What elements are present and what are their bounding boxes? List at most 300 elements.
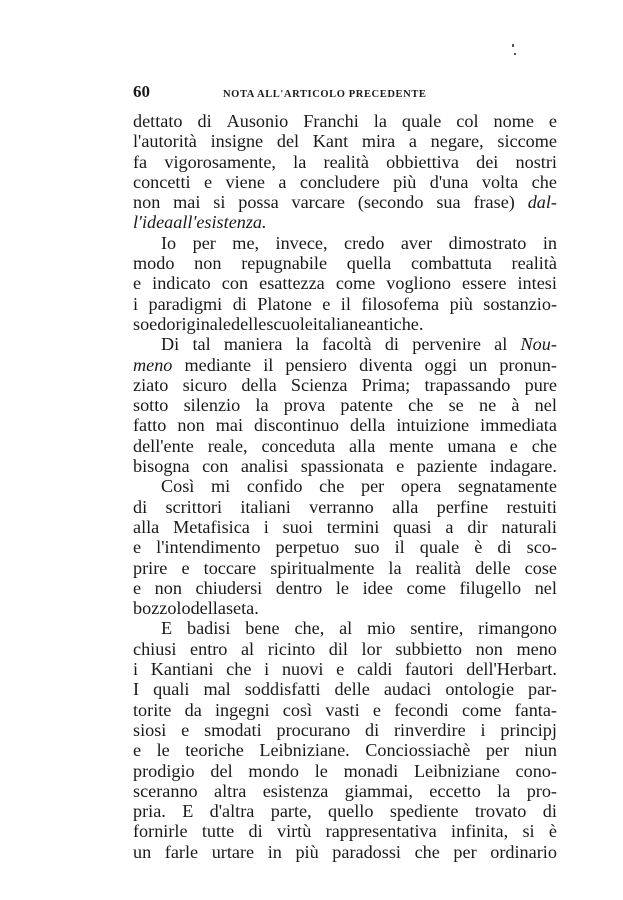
word: trapassando xyxy=(424,374,511,395)
word: sotto xyxy=(133,395,169,416)
word: realità xyxy=(415,557,462,578)
word: di xyxy=(248,821,263,842)
word: virtù xyxy=(276,821,312,842)
word: il xyxy=(340,293,351,314)
word: procurano xyxy=(276,719,351,740)
word: e xyxy=(372,699,381,720)
word: idee xyxy=(362,577,393,598)
word: più xyxy=(393,171,417,192)
word: credo xyxy=(344,232,385,253)
word: badisi xyxy=(186,618,231,639)
word: ingegni xyxy=(215,699,270,720)
word: nostri xyxy=(515,151,557,172)
word: Franchi xyxy=(303,111,359,131)
word: e xyxy=(509,435,518,456)
text-line xyxy=(133,801,557,821)
word: che xyxy=(531,171,557,192)
word: e xyxy=(204,171,213,192)
word: fatto xyxy=(133,415,167,436)
word: teoriche xyxy=(185,740,244,761)
word: Nou- xyxy=(520,334,557,355)
word: che xyxy=(226,659,252,680)
word: rinverdire xyxy=(393,719,466,740)
word: bene xyxy=(245,618,280,639)
word: i xyxy=(264,659,270,680)
word: Kantiani xyxy=(150,659,214,680)
word: e xyxy=(181,557,190,578)
word: prova xyxy=(283,395,326,416)
word: mira xyxy=(361,131,396,152)
paper-speck xyxy=(514,53,516,55)
text-line xyxy=(133,618,557,638)
word: vigorosamente, xyxy=(164,151,276,172)
word: intuizione xyxy=(396,415,470,436)
word: come xyxy=(461,699,502,720)
word: sostanzio- xyxy=(483,293,557,314)
word: è xyxy=(474,537,483,558)
word: E xyxy=(161,618,173,639)
word: più xyxy=(295,841,319,862)
word: suoi xyxy=(282,516,313,537)
word: prodigio xyxy=(133,760,195,781)
word: in xyxy=(267,841,282,862)
word: naturali xyxy=(501,516,557,537)
word: paradigmi xyxy=(148,293,223,314)
word: alla xyxy=(392,496,419,517)
text-line xyxy=(133,456,557,476)
word: scrittori xyxy=(165,496,223,517)
word: segnatamente xyxy=(457,476,557,497)
word: vogliono xyxy=(386,273,451,294)
word: a xyxy=(445,516,454,537)
word: ricinto xyxy=(267,638,316,659)
word: intesi xyxy=(517,273,557,294)
text-line xyxy=(133,761,557,781)
word: a xyxy=(278,171,287,192)
word: fautori xyxy=(405,659,454,680)
word: Scienza xyxy=(290,374,348,395)
word: sua xyxy=(436,192,461,213)
word: quale xyxy=(401,111,442,131)
word: mente xyxy=(389,435,434,456)
word: essere xyxy=(462,273,507,294)
word: di xyxy=(384,334,399,355)
word: reale, xyxy=(207,435,248,456)
word: aver xyxy=(400,232,433,253)
word: la xyxy=(255,395,269,416)
word: il xyxy=(263,354,274,375)
word: mai xyxy=(173,192,201,213)
word: ordinario xyxy=(490,841,557,862)
text-line xyxy=(133,497,557,517)
word: prire xyxy=(133,557,168,578)
word: pervenire xyxy=(412,334,481,355)
word: possa xyxy=(238,192,279,213)
word: che xyxy=(319,476,345,497)
word: nel xyxy=(534,395,557,416)
word: principj xyxy=(500,719,557,740)
word: esistenza xyxy=(262,780,329,801)
word: à xyxy=(511,395,520,416)
text-line xyxy=(133,598,557,618)
word: bozzolo xyxy=(133,598,191,619)
word: con xyxy=(221,273,249,294)
word: delle xyxy=(334,679,370,700)
word: e xyxy=(181,719,190,740)
text-line xyxy=(133,537,557,557)
word: Ausonio xyxy=(226,111,289,131)
text-line xyxy=(133,659,557,679)
word: non xyxy=(177,415,205,436)
word: immediata xyxy=(480,415,557,436)
text-line xyxy=(133,720,557,740)
word: ziato xyxy=(133,374,169,395)
word: modo xyxy=(133,253,175,274)
word: alla xyxy=(133,516,160,537)
word: la xyxy=(295,334,309,355)
word: analisi xyxy=(240,456,289,477)
word: per xyxy=(485,740,510,761)
word: invece, xyxy=(275,232,328,253)
word: italiani xyxy=(240,496,291,517)
word: sicuro xyxy=(182,374,228,395)
text-line xyxy=(133,334,557,354)
word: e xyxy=(133,577,142,598)
word: filosofema xyxy=(361,293,440,314)
word: pria. xyxy=(133,801,166,822)
word: d'altra xyxy=(209,801,255,822)
word: volta xyxy=(481,171,519,192)
word: meno xyxy=(516,638,557,659)
word: che xyxy=(531,435,557,456)
word: pro- xyxy=(526,780,557,801)
word: la xyxy=(497,780,511,801)
word: chiudersi xyxy=(195,577,263,598)
word: quasi xyxy=(393,516,432,537)
word: tutte xyxy=(201,821,235,842)
word: antiche. xyxy=(366,313,424,334)
word: patente xyxy=(340,395,393,416)
word: discontinuo xyxy=(254,415,339,436)
word: fa xyxy=(133,151,148,172)
word: filugello xyxy=(459,577,522,598)
word: farle xyxy=(164,841,199,862)
word: verranno xyxy=(309,496,374,517)
word: di xyxy=(365,719,380,740)
word: so xyxy=(133,313,150,334)
word: dell'Herbart. xyxy=(466,659,557,680)
word: e xyxy=(336,659,345,680)
word: toccare xyxy=(203,557,257,578)
text-line xyxy=(133,415,557,435)
word: ontologie xyxy=(445,679,515,700)
text-line xyxy=(133,578,557,598)
word: quello xyxy=(327,801,374,822)
word: facoltà xyxy=(322,334,372,355)
word: se xyxy=(448,395,464,416)
word: concludere xyxy=(299,171,380,192)
word: tal xyxy=(192,334,211,355)
text-line xyxy=(133,395,557,415)
word: negare, xyxy=(430,131,484,152)
word: parte, xyxy=(270,801,312,822)
body-text xyxy=(133,111,557,862)
word: audaci xyxy=(383,679,432,700)
word: sentire, xyxy=(410,618,464,639)
word: vasti xyxy=(325,699,360,720)
word: restuiti xyxy=(506,496,557,517)
word: a xyxy=(408,131,417,152)
word: l'intendimento xyxy=(156,537,261,558)
word: sco- xyxy=(526,537,557,558)
word: spassionata xyxy=(300,456,384,477)
word: umana xyxy=(447,435,496,456)
word: per xyxy=(192,232,216,253)
word: eccetto xyxy=(429,780,481,801)
word: cono- xyxy=(515,760,557,781)
word: e xyxy=(548,111,557,131)
text-line xyxy=(133,821,557,841)
word: dimostrato xyxy=(448,232,527,253)
word: diventa xyxy=(359,354,413,375)
word: d'una xyxy=(429,171,469,192)
word: realità xyxy=(511,253,557,274)
running-head xyxy=(133,82,557,104)
word: in xyxy=(542,232,557,253)
word: termini xyxy=(326,516,380,537)
word: all'esistenza. xyxy=(173,212,267,233)
word: è xyxy=(548,821,557,842)
word: Conciossiachè xyxy=(365,740,471,761)
word: pure xyxy=(524,374,557,395)
word: al xyxy=(339,618,353,639)
word: realità xyxy=(323,151,369,172)
word: caldi xyxy=(356,659,393,680)
word: e xyxy=(396,456,405,477)
word: la xyxy=(293,151,307,172)
text-line xyxy=(133,172,557,192)
word: ed xyxy=(149,313,167,334)
word: fornirle xyxy=(133,821,188,842)
word: quale xyxy=(419,537,460,558)
word: per xyxy=(453,841,477,862)
word: pronun- xyxy=(499,354,557,375)
word: di xyxy=(542,801,557,822)
word: ne xyxy=(478,395,497,416)
word: Leibniziane. xyxy=(259,740,350,761)
word: perfine xyxy=(436,496,489,517)
word: indicato xyxy=(152,273,211,294)
word: fecondi xyxy=(394,699,449,720)
word: altra xyxy=(214,780,247,801)
word: originale xyxy=(166,313,231,334)
word: le xyxy=(335,577,350,598)
text-line xyxy=(133,558,557,578)
word: infinita, xyxy=(451,821,509,842)
word: opera xyxy=(400,476,442,497)
word: i xyxy=(480,719,486,740)
word: e xyxy=(133,537,142,558)
word: la xyxy=(373,111,387,131)
word: mal xyxy=(203,679,231,700)
word: delle xyxy=(475,557,511,578)
text-line xyxy=(133,476,557,496)
word: lor xyxy=(361,638,382,659)
word: oggi xyxy=(424,354,458,375)
word: soddisfatti xyxy=(244,679,321,700)
word: urtare xyxy=(211,841,255,862)
word: E xyxy=(182,801,194,822)
text-line xyxy=(133,233,557,253)
word: torite xyxy=(133,699,172,720)
text-line xyxy=(133,436,557,456)
word: non xyxy=(133,192,161,213)
word: mio xyxy=(367,618,396,639)
book-page xyxy=(133,82,557,862)
text-line xyxy=(133,781,557,801)
word: Kant xyxy=(312,131,349,152)
word: dei xyxy=(476,151,499,172)
word: nel xyxy=(534,577,557,598)
word: mai xyxy=(215,415,243,436)
word: frase) xyxy=(473,192,515,213)
word: si xyxy=(522,821,535,842)
word: indagare. xyxy=(489,456,557,477)
word: come xyxy=(335,273,376,294)
word: suo xyxy=(354,537,380,558)
word: silenzio xyxy=(183,395,241,416)
text-line xyxy=(133,375,557,395)
word: scuole xyxy=(266,313,313,334)
word: esattezza xyxy=(259,273,325,294)
word: non xyxy=(475,638,503,659)
word: Io xyxy=(161,232,177,253)
word: e xyxy=(322,293,331,314)
word: più xyxy=(449,293,473,314)
word: come xyxy=(406,577,446,598)
word: l'autorità xyxy=(133,131,197,152)
word: bisogna xyxy=(133,456,190,477)
word: di xyxy=(133,496,148,517)
text-line xyxy=(133,517,557,537)
word: smodati xyxy=(204,719,262,740)
word: da xyxy=(184,699,202,720)
word: meno xyxy=(133,354,173,375)
word: niun xyxy=(524,740,557,761)
paper-speck xyxy=(512,44,514,47)
word: combattuta xyxy=(410,253,492,274)
text-line xyxy=(133,212,557,232)
word: spiritualmente xyxy=(270,557,375,578)
word: che xyxy=(408,395,434,416)
word: rimangono xyxy=(478,618,557,639)
word: alla xyxy=(349,435,376,456)
word: chiusi xyxy=(133,638,177,659)
word: non xyxy=(154,577,182,598)
word: quali xyxy=(153,679,190,700)
word: dir xyxy=(467,516,488,537)
word: entro xyxy=(190,638,228,659)
word: della xyxy=(349,415,386,436)
word: mediante xyxy=(184,354,252,375)
word: Prima; xyxy=(361,374,411,395)
word: nome xyxy=(493,111,534,131)
word: siosi xyxy=(133,719,167,740)
text-line xyxy=(133,639,557,659)
word: al xyxy=(494,334,508,355)
word: monadi xyxy=(343,760,399,781)
text-line xyxy=(133,111,557,131)
word: mi xyxy=(211,476,231,497)
word: si xyxy=(213,192,226,213)
word: i xyxy=(263,516,269,537)
word: dettato xyxy=(133,111,183,131)
word: insigne xyxy=(210,131,264,152)
word: della xyxy=(190,598,226,619)
word: paziente xyxy=(416,456,478,477)
word: i xyxy=(133,659,139,680)
word: le xyxy=(156,740,170,761)
word: concetti xyxy=(133,171,191,192)
word: fanta- xyxy=(514,699,557,720)
word: Di xyxy=(161,334,180,355)
word: siccome xyxy=(497,131,557,152)
word: obbiettiva xyxy=(386,151,459,172)
word: viene xyxy=(225,171,265,192)
running-title: NOTA ALL'ARTICOLO PRECEDENTE xyxy=(223,89,427,100)
word: un xyxy=(133,841,152,862)
word: dentro xyxy=(275,577,323,598)
word: della xyxy=(241,374,277,395)
text-line xyxy=(133,152,557,172)
word: del xyxy=(276,131,300,152)
word: dell'ente xyxy=(133,435,194,456)
text-line xyxy=(133,700,557,720)
text-line xyxy=(133,273,557,293)
text-line xyxy=(133,131,557,151)
word: repugnabile xyxy=(241,253,328,274)
word: rappresentativa xyxy=(325,821,437,842)
word: seta. xyxy=(225,598,259,619)
word: al xyxy=(240,638,255,659)
word: il xyxy=(394,537,405,558)
word: perpetuo xyxy=(275,537,340,558)
text-line xyxy=(133,679,557,699)
word: dal- xyxy=(527,192,557,213)
word: per xyxy=(361,476,385,497)
word: di xyxy=(197,111,212,131)
word: pensiero xyxy=(285,354,347,375)
text-line xyxy=(133,253,557,273)
word: e xyxy=(133,273,142,294)
word: par- xyxy=(528,679,557,700)
text-line xyxy=(133,842,557,862)
word: sceranno xyxy=(133,780,198,801)
word: I xyxy=(133,679,140,700)
word: del xyxy=(210,760,233,781)
word: delle xyxy=(231,313,267,334)
word: dil xyxy=(328,638,348,659)
text-line xyxy=(133,740,557,760)
word: la xyxy=(388,557,402,578)
text-line xyxy=(133,294,557,314)
word: così xyxy=(282,699,313,720)
word: giammai, xyxy=(344,780,413,801)
word: nuovi xyxy=(281,659,324,680)
word: Metafisica xyxy=(173,516,250,537)
word: conceduta xyxy=(261,435,336,456)
word: che, xyxy=(294,618,325,639)
